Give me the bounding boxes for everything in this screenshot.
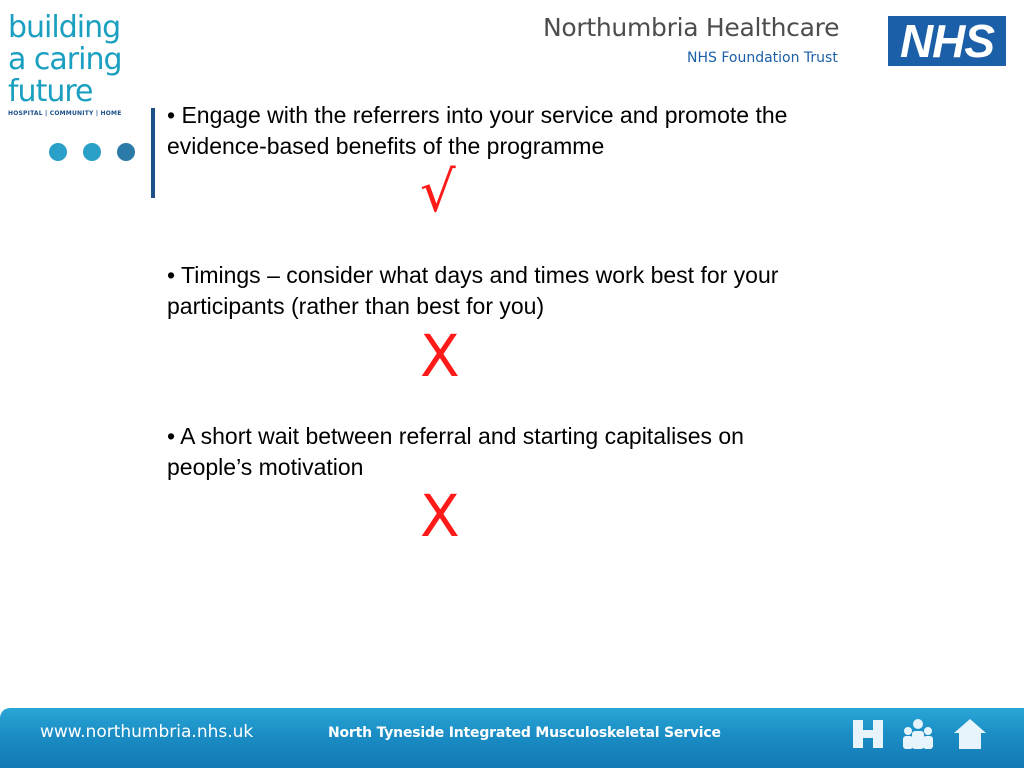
cross-mark-1: X	[420, 322, 460, 390]
logo-line-3: future	[8, 74, 93, 109]
vertical-divider	[151, 108, 155, 198]
decorative-dot-2	[83, 143, 101, 161]
decorative-dot-3	[117, 143, 135, 161]
bullet-timings: • Timings – consider what days and times work best for your participants (rather than best for you)	[167, 262, 779, 319]
tick-mark: √	[420, 160, 456, 225]
building-a-caring-future-logo	[0, 0, 141, 133]
bullet-engage-referrers: • Engage with the referrers into your service and promote the evidence-based benefits of the programme	[167, 102, 788, 159]
org-subtitle: NHS Foundation Trust	[687, 50, 838, 66]
nhs-logo: NHS	[888, 16, 1006, 66]
logo-line-1: building	[8, 10, 121, 45]
community-icon	[900, 716, 936, 752]
org-name: Northumbria Healthcare	[543, 13, 840, 42]
bullet-short-wait: • A short wait between referral and starting capitalises on people’s motivation	[167, 423, 744, 480]
home-icon	[952, 716, 988, 752]
decorative-dot-1	[49, 143, 67, 161]
cross-mark-2: X	[420, 482, 460, 550]
hospital-icon	[850, 716, 886, 752]
footer-service-name: North Tyneside Integrated Musculoskeletal Service	[328, 725, 721, 741]
footer-bar	[0, 708, 1024, 768]
footer-url: www.northumbria.nhs.uk	[40, 722, 254, 742]
logo-tagline: HOSPITAL | COMMUNITY | HOME	[8, 110, 122, 117]
logo-line-2: a caring	[8, 42, 122, 77]
